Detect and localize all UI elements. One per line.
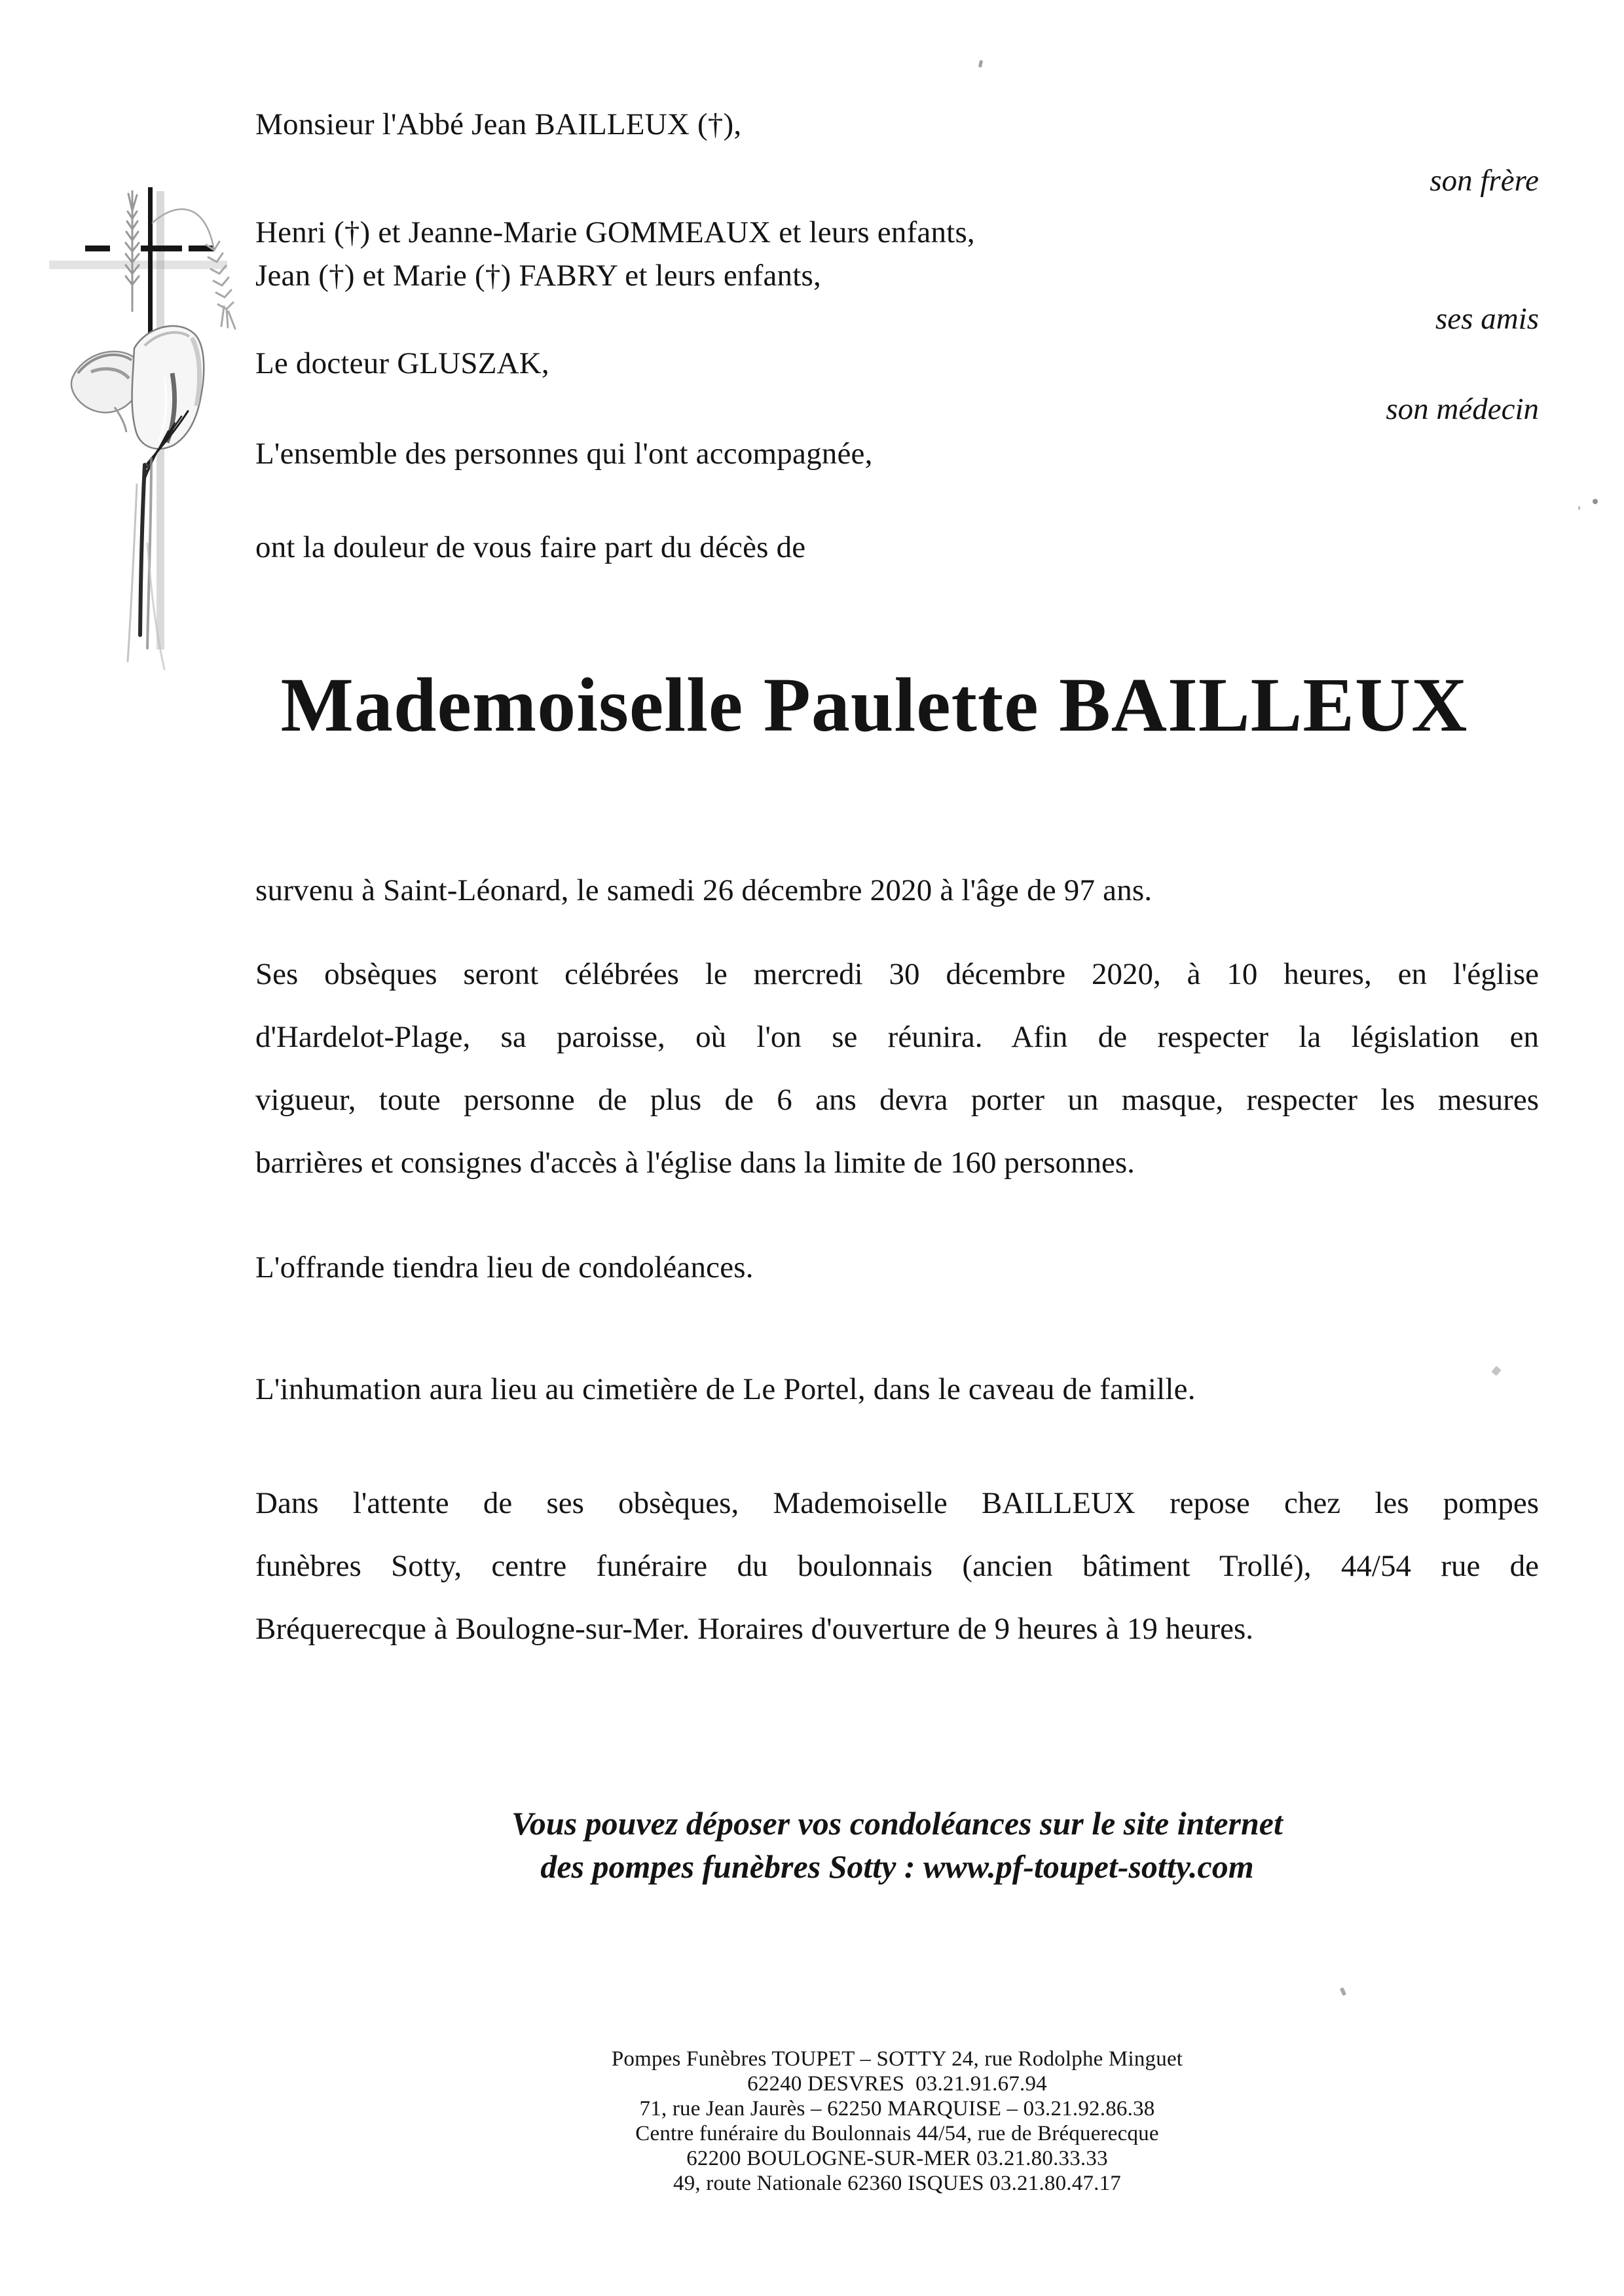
repose-line: Dans l'attente de ses obsèques, Mademoiselle BAILLEUX repose chez les pompes [255, 1486, 1539, 1520]
condolences-notice-line: des pompes funèbres Sotty : www.pf-toupet-sotty.com [540, 1848, 1254, 1885]
relation-label-doctor: son médecin [1386, 392, 1539, 426]
offering-line: L'offrande tiendra lieu de condoléances. [255, 1250, 754, 1285]
scan-noise-speck [1578, 506, 1580, 510]
footer-line: Centre funéraire du Boulonnais 44/54, rue de Bréquerecque [635, 2122, 1159, 2145]
footer-line: 71, rue Jean Jaurès – 62250 MARQUISE – 03.21.92.86.38 [639, 2097, 1155, 2121]
calla-lily-left [71, 352, 141, 432]
repose-line: funèbres Sotty, centre funéraire du boulonnais (ancien bâtiment Trollé), 44/54 rue de [255, 1549, 1539, 1583]
family-line-1: Monsieur l'Abbé Jean BAILLEUX (†), [255, 107, 742, 141]
family-line-2: Henri (†) et Jeanne-Marie GOMMEAUX et leurs enfants, [255, 215, 975, 249]
death-details-line: survenu à Saint-Léonard, le samedi 26 décembre 2020 à l'âge de 97 ans. [255, 873, 1153, 907]
ceremony-line: vigueur, toute personne de plus de 6 ans devra porter un masque, respecter les mesures [255, 1083, 1539, 1117]
burial-line: L'inhumation aura lieu au cimetière de Le Portel, dans le caveau de famille. [255, 1372, 1196, 1406]
footer-line: 62200 BOULOGNE-SUR-MER 03.21.80.33.33 [686, 2147, 1108, 2170]
scan-noise-speck [1593, 499, 1598, 504]
cross-and-lily-artwork [36, 177, 252, 674]
companions-line: L'ensemble des personnes qui l'ont accompagnée, [255, 437, 873, 471]
relation-label-brother: son frère [1430, 164, 1539, 198]
funeral-home-footer [255, 2047, 1539, 2196]
cross-horizontal-dashes [85, 246, 214, 251]
scan-noise-speck [978, 60, 983, 68]
relation-label-friends: ses amis [1435, 302, 1539, 336]
repose-paragraph [255, 1472, 1539, 1660]
ceremony-line: Ses obsèques seront célébrées le mercredi 30 décembre 2020, à 10 heures, en l'église [255, 957, 1539, 991]
condolences-website-notice [255, 1802, 1539, 1888]
deceased-name-title: Mademoiselle Paulette BAILLEUX [280, 662, 1468, 748]
ceremony-line: barrières et consignes d'accès à l'église dans la limite de 160 personnes. [255, 1146, 1135, 1180]
cross-vertical-bar [148, 187, 153, 339]
footer-line: 49, route Nationale 62360 ISQUES 03.21.80.47.17 [673, 2172, 1121, 2195]
repose-line: Bréquerecque à Boulogne-sur-Mer. Horaires d'ouverture de 9 heures à 19 heures. [255, 1612, 1254, 1646]
doctor-line: Le docteur GLUSZAK, [255, 346, 549, 380]
footer-line: 62240 DESVRES 03.21.91.67.94 [747, 2072, 1047, 2096]
scan-noise-speck [1340, 1987, 1347, 1995]
condolences-notice-line: Vous pouvez déposer vos condoléances sur le site internet [511, 1805, 1283, 1842]
wheat-ear-left [126, 191, 139, 311]
intro-line: ont la douleur de vous faire part du décès de [255, 530, 806, 564]
ceremony-paragraph [255, 943, 1539, 1194]
ceremony-line: d'Hardelot-Plage, sa paroisse, où l'on se réunira. Afin de respecter la législation en [255, 1020, 1539, 1054]
family-line-3: Jean (†) et Marie (†) FABRY et leurs enfants, [255, 259, 821, 293]
footer-line: Pompes Funèbres TOUPET – SOTTY 24, rue Rodolphe Minguet [611, 2047, 1183, 2071]
